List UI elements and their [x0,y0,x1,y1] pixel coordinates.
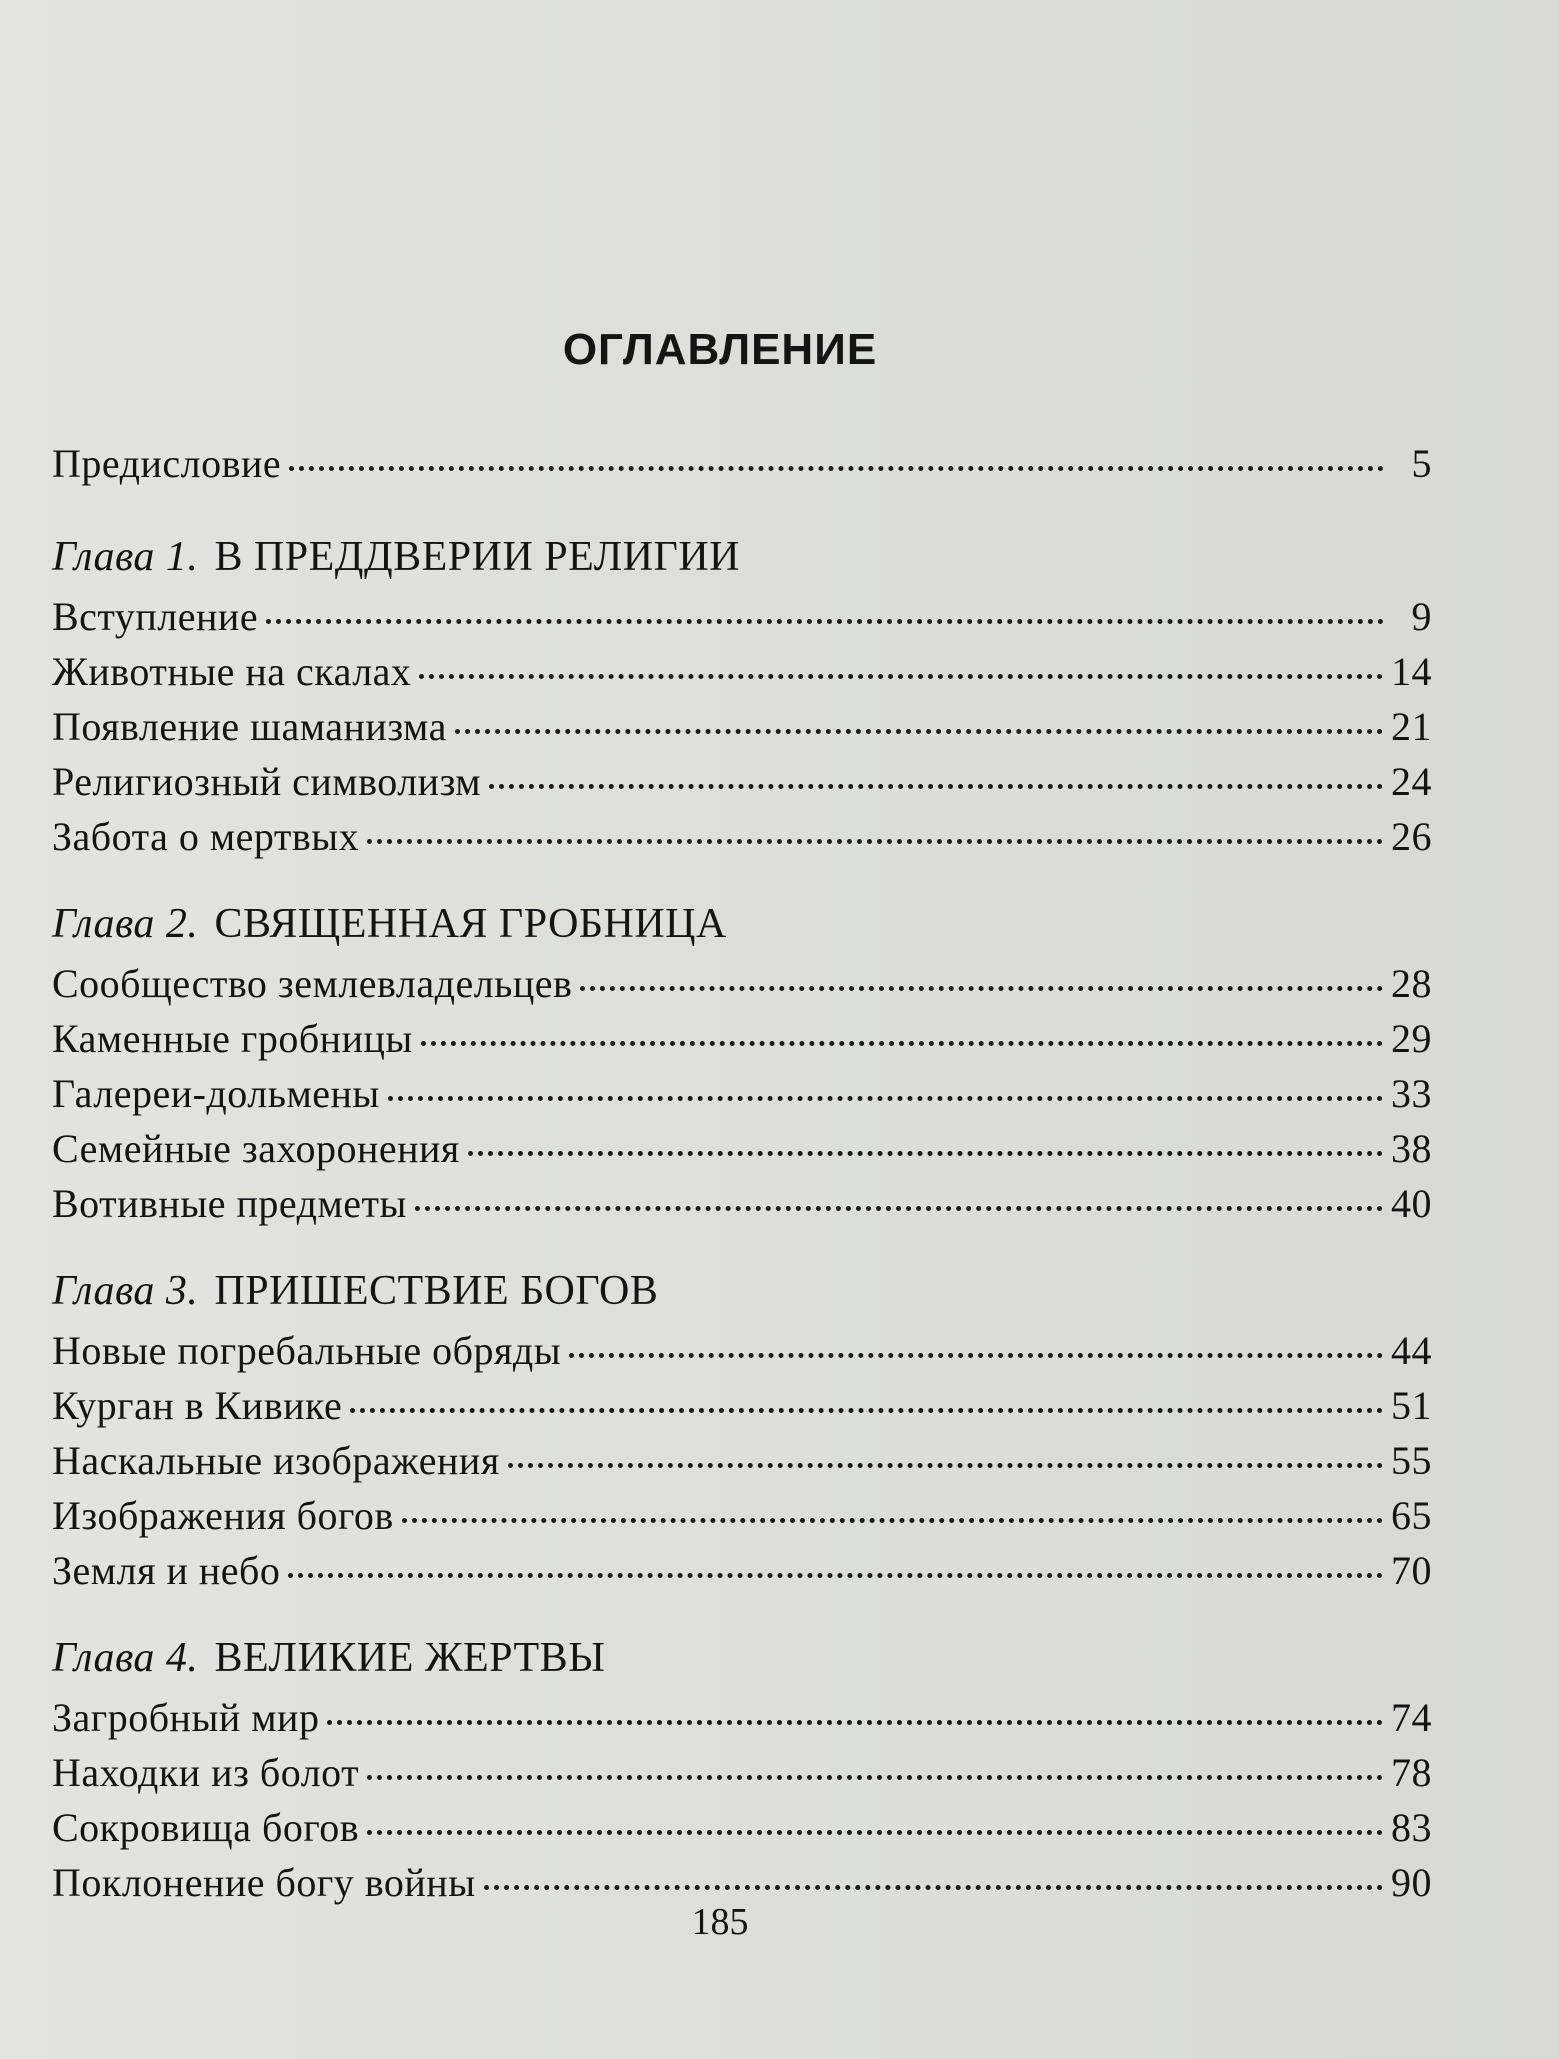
chapter-title: В ПРЕДДВЕРИИ РЕЛИГИИ [214,534,741,580]
toc-entry [52,1125,1432,1180]
dot-leader [288,1572,1383,1578]
toc-entry-page: 33 [1391,1071,1432,1116]
toc-entry-label: Поклонение богу войны [52,1860,476,1905]
toc-entry-label: Вотивные предметы [52,1181,407,1226]
toc-entry-page: 70 [1391,1548,1432,1593]
chapter-title: ПРИШЕСТВИЕ БОГОВ [214,1268,659,1314]
toc-entry-page: 38 [1391,1126,1432,1171]
toc-entry-label: Животные на скалах [52,649,412,694]
dot-leader [289,465,1384,471]
toc-entry [52,1327,1432,1382]
toc-entry-label: Новые погребальные обряды [52,1328,562,1373]
toc-entry-page: 51 [1391,1383,1432,1428]
toc-entry-page: 28 [1391,961,1432,1006]
toc-entry [52,758,1432,813]
toc-entry-label: Каменные гробницы [52,1016,413,1061]
toc-entry-label: Загробный мир [52,1695,320,1740]
dot-leader [569,1352,1383,1358]
toc-entry-page: 40 [1391,1181,1432,1226]
toc-entry-page: 83 [1391,1805,1432,1850]
dot-leader [327,1719,1383,1725]
toc-entry [52,1547,1432,1602]
toc-entry [52,1015,1432,1070]
dot-leader [367,1774,1383,1780]
toc-entry-label: Земля и небо [52,1548,281,1593]
chapter-title: ВЕЛИКИЕ ЖЕРТВЫ [214,1635,606,1681]
toc-entry [52,1804,1432,1859]
toc-entry [52,1749,1432,1804]
dot-leader [421,1040,1383,1046]
toc-entry-page: 55 [1391,1438,1432,1483]
toc-entry-page: 9 [1411,594,1432,639]
chapter-heading-1 [52,533,1432,593]
toc-entry-preface [52,440,1432,495]
toc-entry [52,960,1432,1015]
toc-entry-label: Предисловие [52,441,282,486]
toc-entry-label: Находки из болот [52,1750,360,1795]
chapter-number: Глава 3. [52,1268,199,1314]
toc-entry [52,1180,1432,1235]
toc-entry-label: Появление шаманизма [52,704,447,749]
toc-entry-label: Галереи-дольмены [52,1071,380,1116]
dot-leader [266,618,1384,624]
toc-entry-page: 74 [1391,1695,1432,1740]
toc-entry-page: 44 [1391,1328,1432,1373]
toc-entry [52,813,1432,868]
dot-leader [484,1884,1383,1890]
toc-entry [52,648,1432,703]
toc-entry-label: Религиозный символизм [52,759,482,804]
dot-leader [489,783,1383,789]
toc-entry-page: 21 [1391,704,1432,749]
chapter-heading-2 [52,900,1432,960]
toc-entry-page: 26 [1391,814,1432,859]
chapter-heading-4 [52,1634,1432,1694]
toc-entry-page: 5 [1411,441,1432,486]
toc-entry-label: Сокровища богов [52,1805,360,1850]
toc-entry [52,1437,1432,1492]
toc-entry-page: 78 [1391,1750,1432,1795]
dot-leader [367,838,1383,844]
chapter-title: СВЯЩЕННАЯ ГРОБНИЦА [214,901,727,947]
chapter-number: Глава 1. [52,534,199,580]
toc-entry [52,1382,1432,1437]
chapter-number: Глава 4. [52,1635,199,1681]
toc-entry-label: Сообщество землевладельцев [52,961,573,1006]
toc-entry [52,593,1432,648]
page-title: ОГЛАВЛЕНИЕ [562,325,878,374]
dot-leader [350,1407,1383,1413]
toc-entry-page: 65 [1391,1493,1432,1538]
table-of-contents [52,440,1432,1914]
toc-entry-page: 14 [1391,649,1432,694]
toc-entry-page: 29 [1391,1016,1432,1061]
dot-leader [580,985,1383,991]
toc-entry [52,1694,1432,1749]
dot-leader [415,1205,1383,1211]
dot-leader [402,1517,1383,1523]
toc-entry-page: 90 [1391,1860,1432,1905]
chapter-number: Глава 2. [52,901,199,947]
toc-entry [52,1492,1432,1547]
dot-leader [388,1095,1383,1101]
toc-entry-label: Наскальные изображения [52,1438,500,1483]
chapter-heading-3 [52,1267,1432,1327]
toc-entry-label: Изображения богов [52,1493,394,1538]
toc-entry-label: Семейные захоронения [52,1126,460,1171]
toc-entry-label: Забота о мертвых [52,814,360,859]
dot-leader [419,673,1383,679]
dot-leader [455,728,1383,734]
toc-entry [52,1070,1432,1125]
toc-entry-page: 24 [1391,759,1432,804]
toc-entry-label: Курган в Кивике [52,1383,343,1428]
page-number: 185 [691,1901,749,1943]
dot-leader [508,1462,1383,1468]
dot-leader [367,1829,1383,1835]
dot-leader [468,1150,1383,1156]
toc-entry-label: Вступление [52,594,259,639]
toc-entry [52,703,1432,758]
